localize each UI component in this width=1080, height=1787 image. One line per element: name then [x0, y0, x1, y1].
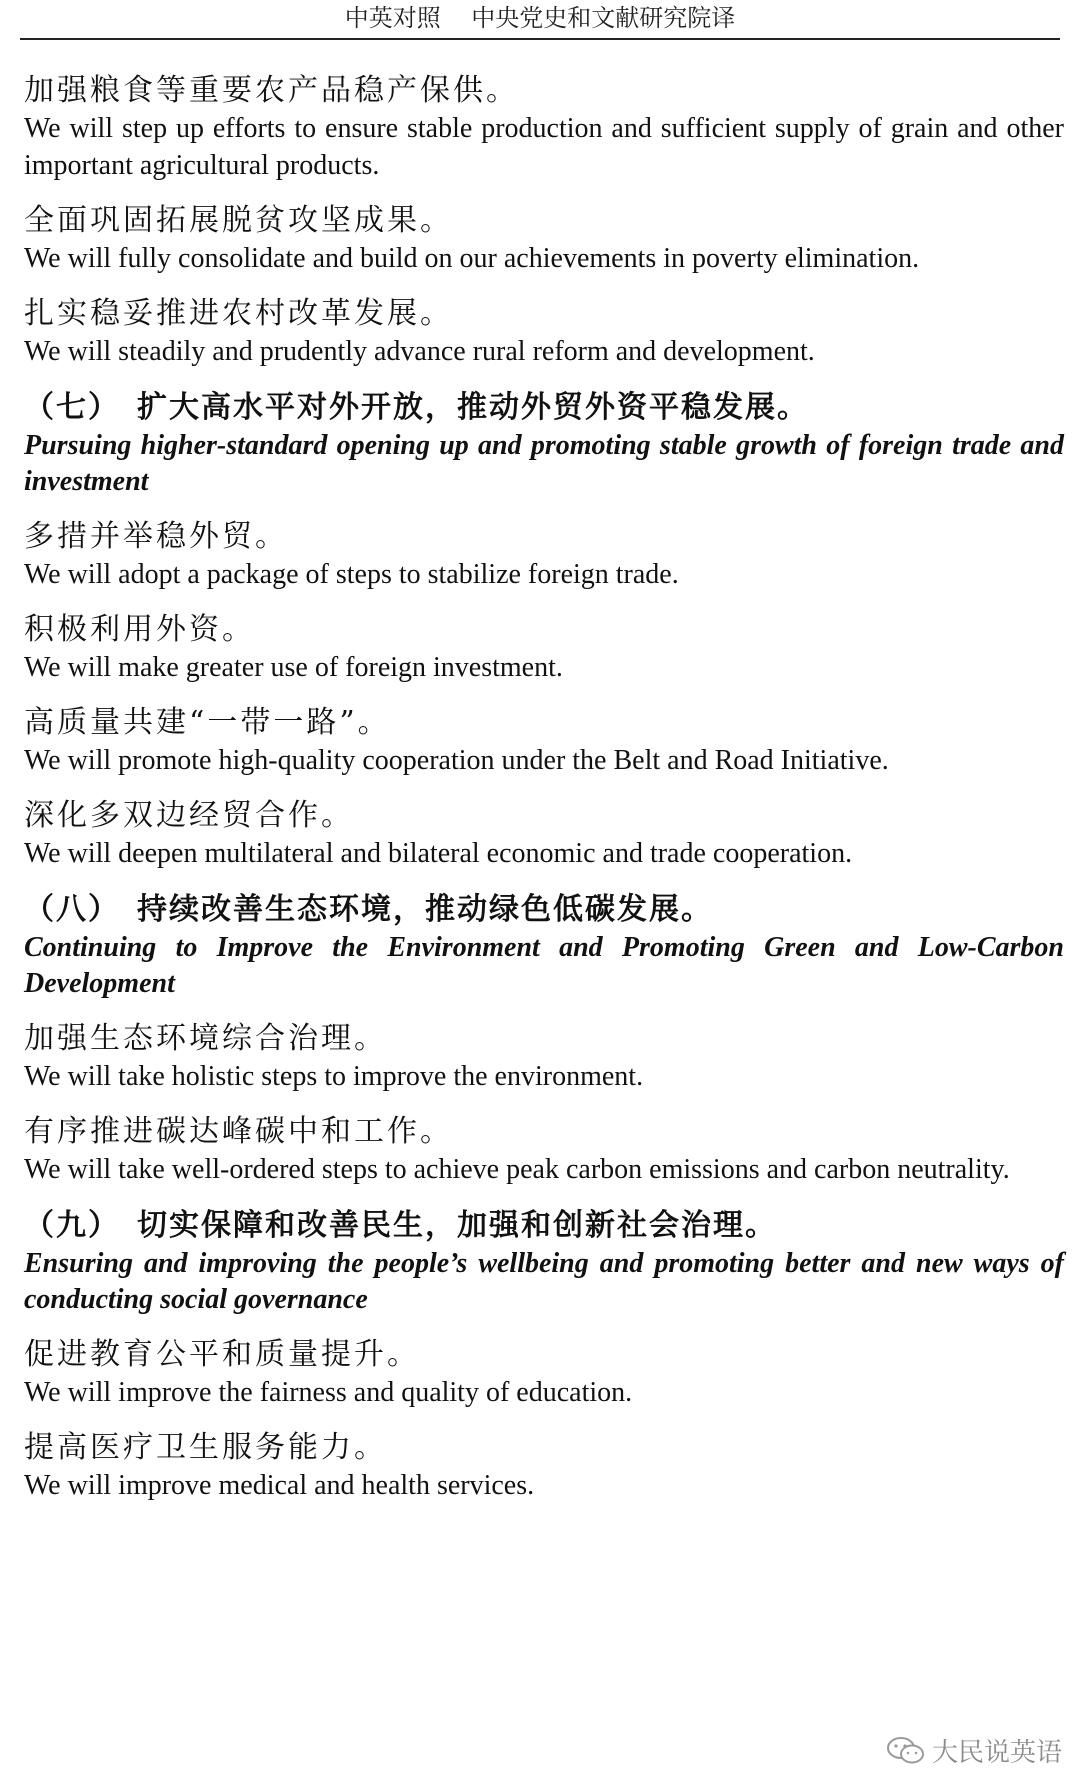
- watermark: [886, 1732, 1062, 1769]
- chinese-text: 加强粮食等重要农产品稳产保供。: [24, 73, 519, 108]
- list-item: [24, 1429, 1064, 1504]
- english-text: We will make greater use of foreign investment.: [24, 652, 563, 683]
- list-item: [24, 72, 1064, 184]
- chinese-text: 促进教育公平和质量提升。: [24, 1337, 420, 1372]
- english-text: We will adopt a package of steps to stabilize foreign trade.: [24, 559, 679, 590]
- chinese-text: 积极利用外资。: [24, 612, 255, 647]
- english-text: We will improve the fairness and quality of education.: [24, 1377, 633, 1408]
- chinese-text: 高质量共建“一带一路”。: [24, 705, 391, 740]
- list-item: [24, 1020, 1064, 1095]
- page-header: [20, 0, 1060, 40]
- header-left: 中英对照: [344, 4, 441, 32]
- list-item: [24, 704, 1064, 779]
- english-text: We will fully consolidate and build on our achievements in poverty elimination.: [24, 243, 920, 274]
- list-item: [24, 295, 1064, 370]
- list-item: [24, 518, 1064, 593]
- section-heading-chinese: （七） 扩大高水平对外开放，推动外贸外资平稳发展。: [24, 390, 809, 425]
- english-text: We will promote high-quality cooperation under the Belt and Road Initiative.: [24, 745, 889, 776]
- chinese-text: 多措并举稳外贸。: [24, 519, 288, 554]
- chinese-text: 全面巩固拓展脱贫攻坚成果。: [24, 203, 453, 238]
- section-heading-english: Continuing to Improve the Environment and Promoting Green and Low-Carbon Development: [24, 932, 1064, 999]
- chinese-text: 加强生态环境综合治理。: [24, 1021, 387, 1056]
- english-text: We will improve medical and health services.: [24, 1470, 535, 1501]
- chinese-text: 提高医疗卫生服务能力。: [24, 1430, 387, 1465]
- chinese-text: 深化多双边经贸合作。: [24, 798, 354, 833]
- section-heading: [24, 890, 1064, 1002]
- wechat-icon: [886, 1736, 926, 1766]
- watermark-text: 大民说英语: [931, 1738, 1062, 1768]
- chinese-text: 扎实稳妥推进农村改革发展。: [24, 296, 453, 331]
- chinese-text: 有序推进碳达峰碳中和工作。: [24, 1114, 453, 1149]
- english-text: We will take holistic steps to improve the environment.: [24, 1061, 644, 1092]
- list-item: [24, 1113, 1064, 1188]
- section-heading-english: Ensuring and improving the people’s wellbeing and promoting better and new ways of conducting social governance: [24, 1248, 1064, 1315]
- list-item: [24, 1336, 1064, 1411]
- section-heading-english: Pursuing higher-standard opening up and promoting stable growth of foreign trade and investment: [24, 430, 1064, 497]
- list-item: [24, 202, 1064, 277]
- list-item: [24, 611, 1064, 686]
- section-heading: [24, 388, 1064, 500]
- header-right: 中央党史和文献研究院译: [471, 4, 736, 32]
- english-text: We will step up efforts to ensure stable production and sufficient supply of grain and other important agricultural products.: [24, 113, 1064, 181]
- section-heading: [24, 1206, 1064, 1318]
- english-text: We will take well-ordered steps to achieve peak carbon emissions and carbon neutrality.: [24, 1154, 1010, 1185]
- english-text: We will steadily and prudently advance rural reform and development.: [24, 336, 815, 367]
- section-heading-chinese: （八） 持续改善生态环境，推动绿色低碳发展。: [24, 892, 713, 927]
- section-heading-chinese: （九） 切实保障和改善民生，加强和创新社会治理。: [24, 1208, 777, 1243]
- list-item: [24, 797, 1064, 872]
- document-body: [24, 72, 1064, 1522]
- english-text: We will deepen multilateral and bilateral economic and trade cooperation.: [24, 838, 853, 869]
